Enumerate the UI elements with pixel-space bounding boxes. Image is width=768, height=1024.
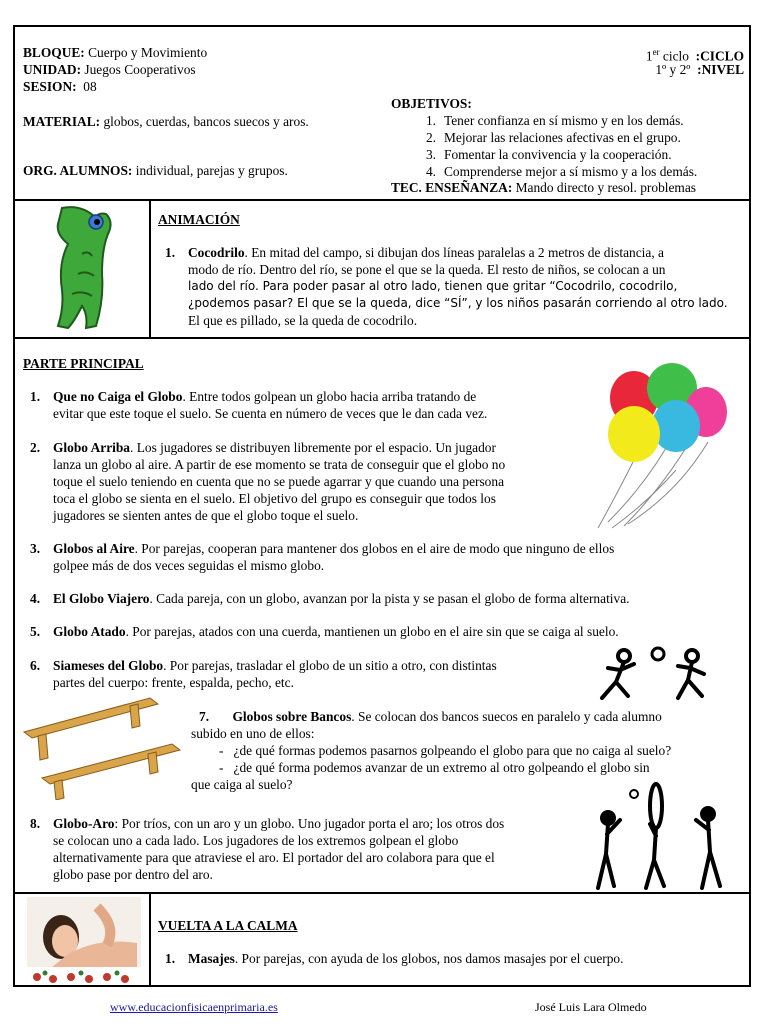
objetivo-number: 1. (425, 113, 436, 128)
principal-item-7 (199, 708, 662, 725)
subitem: - ¿de qué formas podemos pasarnos golpeando el globo para que no caiga al suelo? (219, 743, 672, 758)
item-number: 6. (30, 658, 41, 673)
item-line: partes del cuerpo: frente, espalda, pecho, etc. (53, 675, 294, 690)
ciclo-sup: er (652, 47, 660, 57)
objetivo-item (406, 146, 697, 163)
item-name: Globo Arriba (53, 440, 131, 455)
sesion-label: SESION: (23, 79, 77, 94)
item-line: se colocan uno a cada lado. Los jugadores de los extremos golpean el globo (53, 833, 459, 848)
nivel-value: 1º y 2º (655, 62, 691, 77)
divider-anim-image (149, 199, 151, 339)
tec-label: TEC. ENSEÑANZA: (391, 180, 513, 195)
item-name: Siameses del Globo (53, 658, 164, 673)
footer-link[interactable] (110, 999, 278, 1016)
item-line (53, 590, 630, 607)
divider-animacion (13, 337, 751, 339)
globo-aro-illustration (590, 780, 740, 892)
subitem: - ¿de qué forma podemos avanzar de un extremo al otro golpeando el globo sin (219, 760, 650, 775)
item-name: Globos al Aire (53, 541, 135, 556)
principal-title (23, 355, 144, 372)
item-line: modo de río. Dentro del río, se pone el que se la queda. El resto de niños, se colocan a un (188, 262, 666, 277)
item-line: evitar que este toque el suelo. Se cuenta en número de veces que le dan cada vez. (53, 406, 488, 421)
item-text: . Los jugadores se distribuyen libremente por el espacio. Un jugador (130, 440, 496, 455)
item-number: 4. (30, 591, 41, 606)
bloque-row (23, 44, 207, 61)
nivel-label: :NIVEL (697, 62, 744, 77)
item-line (188, 244, 728, 261)
objetivo-number: 4. (425, 164, 436, 179)
benches-illustration (20, 694, 184, 800)
unidad-label: UNIDAD: (23, 62, 82, 77)
footer-author: José Luis Lara Olmedo (535, 1000, 647, 1014)
item-line: toca el globo se sienta en el suelo. El objetivo del grupo es conseguir que todos los (53, 491, 496, 506)
item-number: 7. (199, 709, 210, 724)
material-row (23, 113, 309, 130)
item-line: lado del río. Para poder pasar al otro lado, tienen que gritar “Cocodrilo, cocodrilo, (188, 279, 678, 293)
item-line: alternativamente para que atraviese el aro. El portador del aro colabora para que el (53, 850, 495, 865)
item-line: toque el suelo teniendo en cuenta que no se puede agarrar y que cuando una persona (53, 474, 505, 489)
calma-title (158, 917, 298, 934)
item-text: . Se colocan dos bancos suecos en paralelo y cada alumno (351, 709, 662, 724)
ciclo-text: ciclo (659, 48, 689, 64)
item-name: El Globo Viajero (53, 591, 150, 606)
crocodile-illustration (52, 204, 116, 332)
animacion-title-text: ANIMACIÓN (158, 212, 240, 227)
objetivo-item (406, 112, 697, 129)
item-line: subido en uno de ellos: (191, 726, 315, 741)
org-label: ORG. ALUMNOS: (23, 163, 133, 178)
divider-principal (13, 892, 751, 894)
item-name: Cocodrilo (188, 245, 245, 260)
item-name: Globos sobre Bancos (232, 709, 352, 724)
objetivo-number: 2. (425, 130, 436, 145)
item-line (53, 815, 504, 832)
item-line: globo pase por dentro del aro. (53, 867, 213, 882)
objetivo-text: Tener confianza en sí mismo y en los demás. (444, 113, 684, 128)
objetivo-item (406, 163, 697, 180)
item-name: Masajes (188, 951, 235, 966)
bloque-label: BLOQUE: (23, 45, 85, 60)
objetivo-text: Fomentar la convivencia y la cooperación. (444, 147, 672, 162)
unidad-value: Juegos Cooperativos (84, 62, 196, 77)
animacion-title (158, 211, 240, 228)
material-value: globos, cuerdas, bancos suecos y aros. (103, 114, 309, 129)
item-name: Globo-Aro (53, 816, 115, 831)
objetivo-number: 3. (425, 147, 436, 162)
siameses-illustration (594, 646, 718, 702)
item-line (53, 388, 487, 405)
item-text: : Por tríos, con un aro y un globo. Uno jugador porta el aro; los otros dos (114, 816, 505, 831)
subitem-text: ¿de qué forma podemos avanzar de un extremo al otro golpeando el globo sin (233, 760, 650, 775)
item-line: golpee más de dos veces seguidas el mismo globo. (53, 558, 325, 573)
org-row (23, 162, 288, 179)
bloque-value: Cuerpo y Movimiento (88, 45, 208, 60)
item-text: . Por parejas, atados con una cuerda, mantienen un globo en el aire sin que se caiga al suelo. (125, 624, 619, 639)
item-text: . Por parejas, cooperan para mantener dos globos en el aire de modo que ninguno de ellos (134, 541, 615, 556)
principal-title-text: PARTE PRINCIPAL (23, 356, 144, 371)
item-text: . Cada pareja, con un globo, avanzan por la pista y se pasan el globo de forma alternativa. (149, 591, 630, 606)
tec-value: Mando directo y resol. problemas (515, 180, 696, 195)
item-line (53, 657, 497, 674)
item-text: . Entre todos golpean un globo hacia arriba tratando de (182, 389, 477, 404)
item-line (199, 708, 662, 725)
item-line: El que es pillado, se la queda de cocodrilo. (188, 313, 418, 328)
item-number: 5. (30, 624, 41, 639)
objetivo-text: Mejorar las relaciones afectivas en el grupo. (444, 130, 681, 145)
item-number: 3. (30, 541, 41, 556)
sesion-row (23, 78, 97, 95)
calma-title-text: VUELTA A LA CALMA (158, 918, 298, 933)
objetivo-item (406, 129, 697, 146)
massage-photo (27, 897, 141, 983)
objetivos-list (406, 112, 697, 180)
divider-header (13, 199, 751, 201)
subitem-text: ¿de qué formas podemos pasarnos golpeando el globo para que no caiga al suelo? (233, 743, 672, 758)
item-line: jugadores se sienten antes de que el globo toque el suelo. (53, 508, 359, 523)
item-number: 1. (30, 389, 41, 404)
objetivos-title (391, 95, 472, 112)
item-line: ¿podemos pasar? El que se la queda, dice “SÍ”, y los niños pasarán corriendo al otro lado. (188, 296, 728, 310)
ciclo-number: 1 (645, 48, 653, 64)
item-line (188, 950, 623, 967)
org-value: individual, parejas y grupos. (135, 163, 288, 178)
material-label: MATERIAL: (23, 114, 101, 129)
item-line (53, 540, 614, 557)
subitem-text: que caiga al suelo? (191, 777, 293, 792)
item-line (53, 439, 505, 456)
item-name: Globo Atado (53, 624, 126, 639)
item-number: 1. (165, 245, 176, 260)
item-text: . En mitad del campo, si dibujan dos líneas paralelas a 2 metros de distancia, a (244, 245, 664, 260)
item-number: 1. (165, 951, 176, 966)
item-number: 8. (30, 816, 41, 831)
nivel-row (655, 61, 744, 78)
divider-calma-image (149, 892, 151, 987)
item-line (53, 623, 619, 640)
sesion-value: 08 (83, 79, 97, 94)
objetivo-text: Comprenderse mejor a sí mismo y a los demás. (444, 164, 698, 179)
item-text: . Por parejas, trasladar el globo de un sitio a otro, con distintas (163, 658, 497, 673)
footer-link-text[interactable]: www.educacionfisicaenprimaria.es (110, 1000, 278, 1014)
item-text: . Por parejas, con ayuda de los globos, nos damos masajes por el cuerpo. (234, 951, 624, 966)
ciclo-label: :CICLO (695, 48, 744, 64)
item-line: lanza un globo al aire. A partir de ese momento se trata de conseguir que el globo no (53, 457, 506, 472)
unidad-row (23, 61, 196, 78)
tec-row (391, 179, 696, 196)
objetivos-title-text: OBJETIVOS: (391, 96, 472, 111)
item-number: 2. (30, 440, 41, 455)
balloons-illustration (588, 362, 732, 530)
item-name: Que no Caiga el Globo (53, 389, 183, 404)
